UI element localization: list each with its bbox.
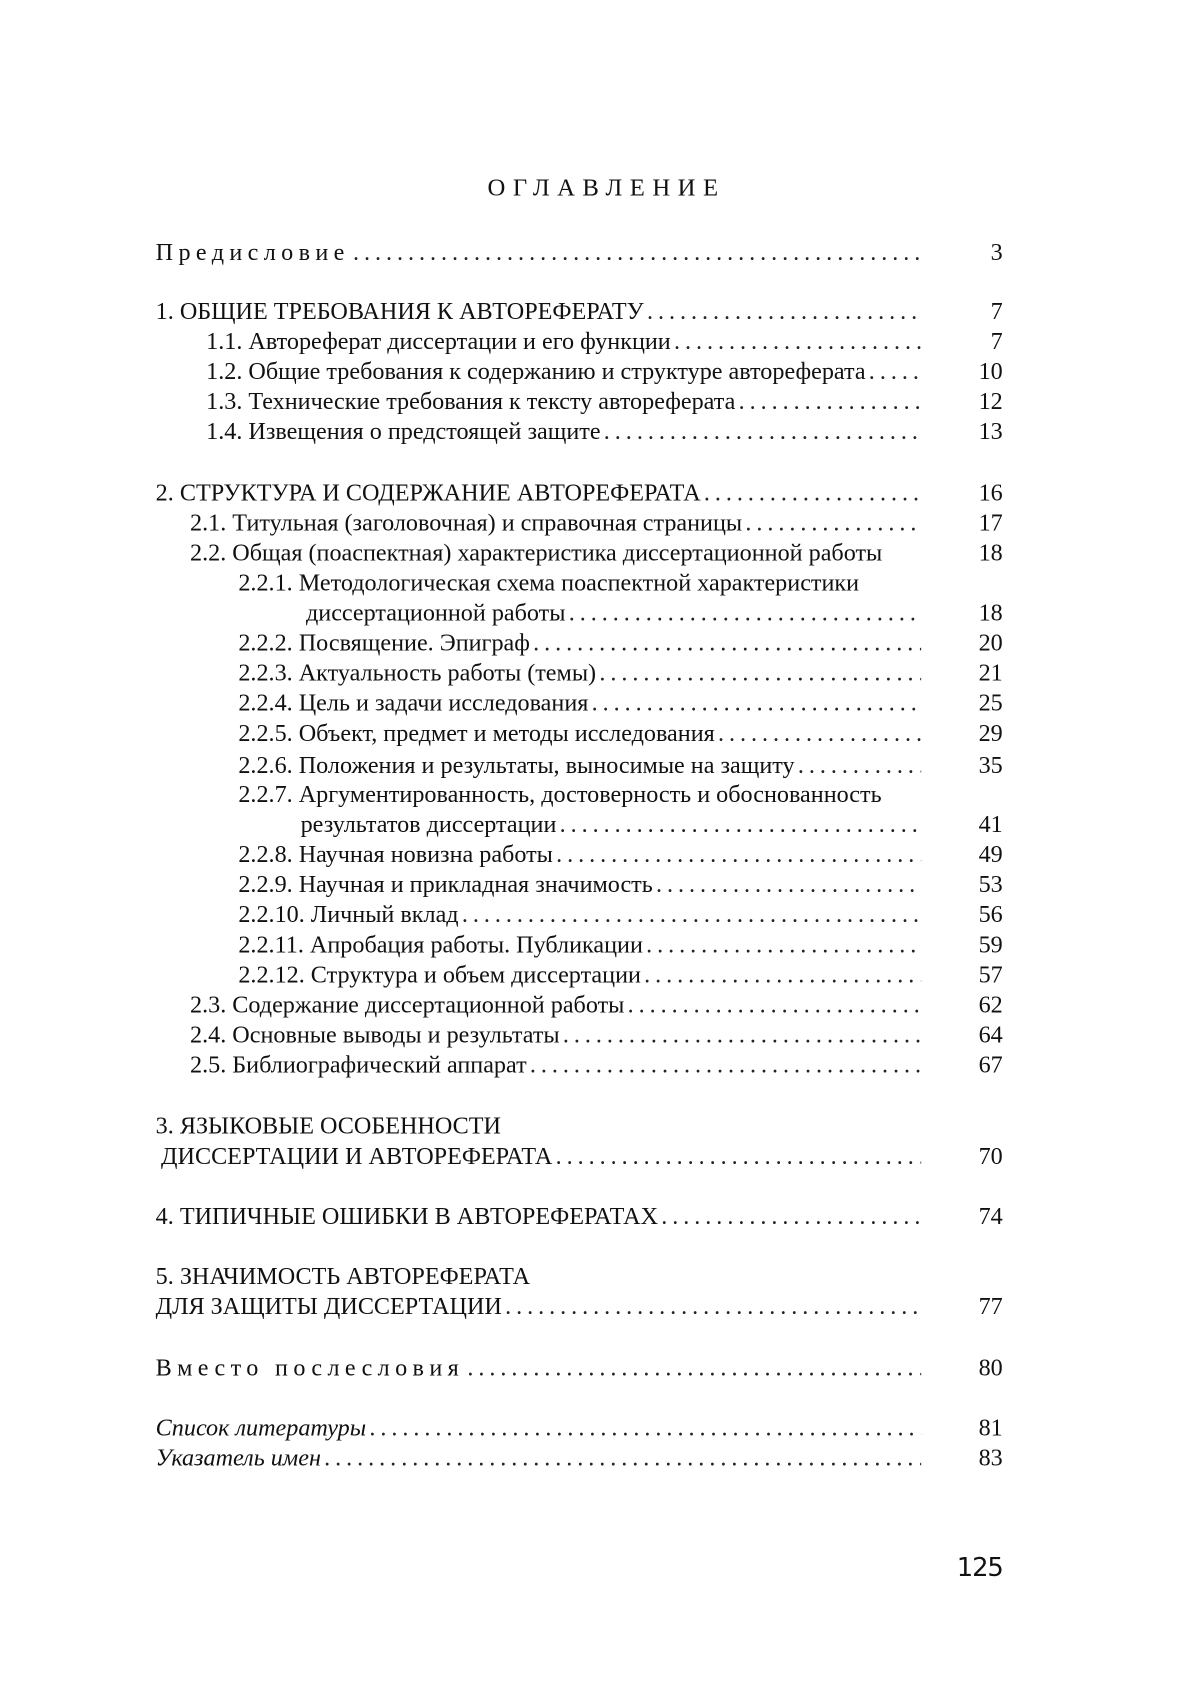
toc-entry-page: 18 [978,599,1003,626]
toc-entry[interactable] [238,900,1003,930]
dot-leader [656,870,921,900]
toc-entry[interactable] [155,478,1003,508]
toc-entry-page: 64 [978,1020,1003,1048]
toc-entry-title: Вместо послесловия [155,1353,465,1381]
dot-leader [560,809,922,839]
toc-entry-page: 7 [990,297,1003,325]
dot-leader [353,237,921,267]
toc-entry[interactable] [238,930,1003,960]
toc-entry-page: 70 [978,1142,1003,1170]
toc-entry[interactable] [155,1353,1003,1383]
toc-entry-title: 1. ОБЩИЕ ТРЕБОВАНИЯ К АВТОРЕФЕРАТУ [155,297,644,325]
toc-entry[interactable] [238,688,1003,718]
dot-leader [739,386,922,416]
toc-entry-page: 59 [978,930,1003,958]
toc-entry[interactable] [156,1111,926,1141]
dot-leader [604,417,921,447]
dot-leader [718,718,921,748]
toc-entry-page: 16 [978,478,1003,506]
dot-leader [647,296,921,326]
toc-entry-page: 83 [978,1443,1003,1471]
toc-entry[interactable] [238,779,925,809]
dot-leader [369,1413,921,1443]
toc-entry-title: 5. ЗНАЧИМОСТЬ АВТОРЕФЕРАТА [155,1262,531,1290]
dot-leader [533,628,921,658]
dot-leader [467,1353,921,1383]
toc-entry-title: Указатель имен [155,1443,321,1471]
toc-entry-title: 1.2. Общие требования к содержанию и структуре автореферата [206,357,866,385]
toc-entry-page: 56 [978,900,1003,928]
toc-entry[interactable] [155,237,1003,267]
toc-entry-title: 2.2.5. Объект, предмет и методы исследования [238,719,715,747]
toc-entry[interactable] [206,326,1003,356]
toc-entry-title: ДИССЕРТАЦИИ И АВТОРЕФЕРАТА [161,1142,553,1170]
toc-entry-page: 18 [978,538,1003,566]
toc-entry-title: 1.3. Технические требования к тексту автореферата [206,387,736,415]
toc-entry[interactable] [238,658,1003,688]
toc-entry[interactable] [155,1413,1003,1443]
toc-entry-title: 2.4. Основные выводы и результаты [190,1020,560,1048]
toc-entry-title: 1.1. Автореферат диссертации и его функции [206,327,671,355]
toc-entry-title: 2.2.8. Научная новизна работы [238,840,553,868]
toc-entry-page: 21 [978,659,1003,687]
toc-entry-page: 77 [978,1292,1003,1320]
toc-entry-title: 2.2.3. Актуальность работы (темы) [238,659,597,687]
dot-leader [569,598,921,628]
toc-entry-title: результатов диссертации [300,810,557,838]
toc-entry[interactable] [206,356,1003,386]
toc-entry-page: 74 [978,1202,1003,1230]
toc-entry-title: 2. СТРУКТУРА И СОДЕРЖАНИЕ АВТОРЕФЕРАТА [155,478,701,506]
toc-entry-page: 57 [978,960,1003,988]
toc-entry-title: 4. ТИПИЧНЫЕ ОШИБКИ В АВТОРЕФЕРАТАХ [155,1202,659,1230]
page-number: 125 [956,1552,1003,1583]
toc-entry[interactable] [305,598,1003,628]
toc-entry-title: 3. ЯЗЫКОВЫЕ ОСОБЕННОСТИ [155,1112,501,1140]
dot-leader [592,688,922,718]
toc-entry-page: 10 [978,357,1003,385]
toc-entry[interactable] [238,840,1003,870]
toc-entry[interactable] [190,508,1003,538]
toc-entry-title: 2.2.10. Личный вклад [238,900,459,928]
toc-entry[interactable] [238,960,1003,990]
toc-entry[interactable] [155,296,1003,326]
toc-entry-page: 13 [978,417,1003,445]
toc-entry-title: Список литературы [155,1413,367,1441]
toc-entry-title: Предисловие [155,238,350,266]
toc-entry-page: 20 [978,629,1003,656]
toc-entry[interactable] [206,386,1003,416]
dot-leader [556,1141,922,1171]
toc-entry-title: 2.1. Титульная (заголовочная) и справочная страницы [190,508,743,536]
dot-leader [869,356,921,386]
toc-entry-title: 2.2.12. Структура и объем диссертации [238,960,641,988]
dot-leader [599,658,921,688]
toc-entry-page: 53 [978,870,1003,898]
toc-entry-page: 80 [978,1353,1003,1381]
dot-leader [462,900,921,930]
toc-entry-title: 2.2.9. Научная и прикладная значимость [238,870,653,898]
toc-entry-title: 2.2. Общая (поаспектная) характеристика диссертационной работы [190,538,883,566]
dot-leader [644,960,921,990]
toc-entry-page: 41 [978,810,1003,838]
dot-leader [505,1292,921,1322]
dot-leader [704,478,921,508]
dot-leader [661,1201,921,1231]
toc-entry-page: 17 [978,508,1003,536]
toc-entry[interactable] [190,1050,1003,1080]
toc-entry[interactable] [155,1443,1003,1473]
dot-leader [556,840,921,870]
toc-entry-title: 1.4. Извещения о предстоящей защите [206,417,601,445]
toc-entry[interactable] [238,568,925,598]
toc-entry-page: 3 [990,238,1003,266]
toc-entry[interactable] [238,750,1003,780]
toc-entry[interactable] [190,990,1003,1020]
toc-entry-title: 2.2.7. Аргументированность, достоверность и обоснованность [238,780,882,808]
dot-leader [798,750,921,780]
toc-entry[interactable] [155,1201,1003,1231]
toc-entry[interactable] [161,1141,1003,1171]
toc-entry[interactable] [238,870,1003,900]
toc-entry[interactable] [156,1261,926,1291]
toc-entry[interactable] [190,1020,1003,1050]
toc-entry-page: 12 [978,387,1003,415]
toc-entry-title: 2.3. Содержание диссертационной работы [190,990,625,1018]
toc-entry-title: 2.2.11. Апробация работы. Публикации [238,930,643,958]
dot-leader [530,1050,921,1080]
dot-leader [674,326,921,356]
toc-entry-page: 62 [978,990,1003,1018]
toc-entry-page: 81 [978,1413,1003,1441]
dot-leader [324,1443,921,1473]
toc-entry-title: диссертационной работы [305,599,566,626]
toc-entry-title: 2.2.6. Положения и результаты, выносимые на защиту [238,751,795,779]
toc-entry-title: 2.2.1. Методологическая схема поаспектной характеристики [238,569,860,596]
toc-entry[interactable] [238,628,1003,658]
toc-entry[interactable] [300,809,1003,839]
toc-entry-page: 29 [978,719,1003,747]
toc-entry-page: 35 [978,751,1003,779]
toc-entry-page: 25 [978,689,1003,717]
toc-entry-page: 67 [978,1051,1003,1078]
toc-entry-page: 7 [990,327,1003,355]
dot-leader [563,1020,921,1050]
toc-title: ОГЛАВЛЕНИЕ [487,173,726,201]
toc-entry[interactable] [190,538,1003,568]
dot-leader [745,508,921,538]
toc-entry-title: 2.5. Библиографический аппарат [190,1051,527,1078]
toc-entry[interactable] [155,1292,1003,1322]
dot-leader [646,930,921,960]
toc-entry[interactable] [238,718,1003,748]
dot-leader [628,990,922,1020]
toc-entry-page: 49 [978,840,1003,868]
toc-entry-title: 2.2.2. Посвящение. Эпиграф [238,629,530,656]
toc-entry-title: 2.2.4. Цель и задачи исследования [238,689,589,717]
toc-entry[interactable] [206,417,1003,447]
toc-entry-title: ДЛЯ ЗАЩИТЫ ДИССЕРТАЦИИ [155,1292,502,1320]
